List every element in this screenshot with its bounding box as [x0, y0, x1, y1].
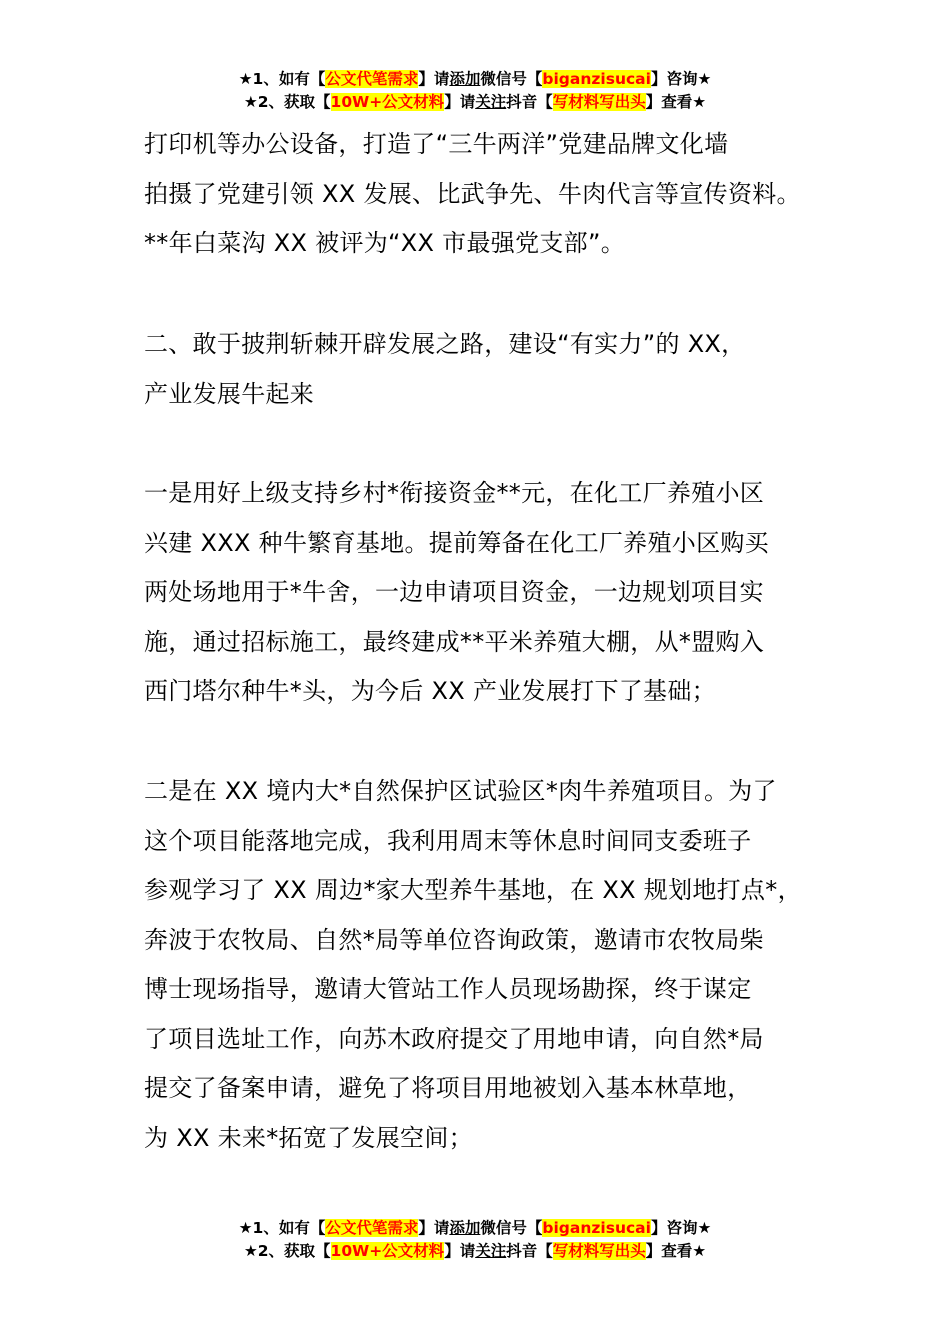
text-line: 打印机等办公设备，打造了“三牛两洋”党建品牌文化墙 [144, 130, 729, 158]
banner-text: 】请 [444, 1242, 476, 1260]
paragraph-2 [144, 469, 824, 717]
banner-highlight: biganzisucai [542, 70, 651, 88]
footer-banner [0, 1217, 950, 1263]
banner-line-1 [0, 68, 950, 91]
text-line: 拍摄了党建引领 XX 发展、比武争先、牛肉代言等宣传资料。 [144, 179, 801, 208]
text-line: 了项目选址工作，向苏木政府提交了用地申请，向自然*局 [144, 1024, 764, 1053]
banner-highlight: 10W+公文材料 [330, 1242, 445, 1260]
banner-text: 抖音【 [506, 1242, 553, 1260]
banner-underline: 添加 [449, 70, 481, 88]
banner-text: 】请 [418, 1219, 450, 1237]
text-line: 二、敢于披荆斩棘开辟发展之路，建设“有实力”的 XX， [144, 330, 746, 358]
text-line: 奔波于农牧局、自然*局等单位咨询政策，邀请市农牧局柴 [144, 925, 764, 954]
paragraph-1 [144, 120, 824, 269]
banner-line-2 [0, 1240, 950, 1263]
banner-text: 】咨询★ [650, 70, 712, 88]
text-line: 这个项目能落地完成，我利用周末等休息时间同支委班子 [144, 826, 752, 855]
banner-highlight: 写材料写出头 [552, 1242, 646, 1260]
banner-text: 】查看★ [645, 93, 707, 111]
banner-text: 】请 [418, 70, 450, 88]
banner-text: 微信号【 [480, 70, 543, 88]
banner-text: ★2、获取【 [243, 93, 331, 111]
text-line: 西门塔尔种牛*头，为今后 XX 产业发展打下了基础； [144, 677, 716, 705]
text-line: 兴建 XXX 种牛繁育基地。提前筹备在化工厂养殖小区购买 [144, 528, 769, 557]
banner-text: 】咨询★ [650, 1219, 712, 1237]
text-line: 参观学习了 XX 周边*家大型养牛基地，在 XX 规划地打点*， [144, 876, 802, 904]
text-line: 施，通过招标施工，最终建成**平米养殖大棚，从*盟购入 [144, 627, 765, 656]
banner-underline: 添加 [449, 1219, 481, 1237]
banner-text: 】查看★ [645, 1242, 707, 1260]
text-line: **年白菜沟 XX 被评为“XX 市最强党支部”。 [144, 229, 626, 257]
text-line: 为 XX 未来*拓宽了发展空间； [144, 1123, 473, 1152]
banner-line-1 [0, 1217, 950, 1240]
text-line: 产业发展牛起来 [144, 379, 315, 408]
banner-text: ★1、如有【 [238, 1219, 326, 1237]
header-banner [0, 68, 950, 114]
banner-text: ★1、如有【 [238, 70, 326, 88]
text-line: 一是用好上级支持乡村*衔接资金**元，在化工厂养殖小区 [144, 479, 765, 507]
section-heading [144, 320, 824, 419]
banner-text: 微信号【 [480, 1219, 543, 1237]
text-line: 两处场地用于*牛舍，一边申请项目资金，一边规划项目实 [144, 578, 764, 606]
banner-text: ★2、获取【 [243, 1242, 331, 1260]
paragraph-3 [144, 767, 824, 1163]
banner-line-2 [0, 91, 950, 114]
banner-underline: 关注 [475, 1242, 507, 1260]
banner-text: 】请 [444, 93, 476, 111]
text-line: 博士现场指导，邀请大管站工作人员现场勘探，终于谋定 [144, 975, 752, 1003]
text-line: 提交了备案申请，避免了将项目用地被划入基本林草地， [144, 1074, 752, 1102]
banner-underline: 关注 [475, 93, 507, 111]
banner-text: 抖音【 [506, 93, 553, 111]
banner-highlight: biganzisucai [542, 1219, 651, 1237]
banner-highlight: 公文代笔需求 [325, 70, 419, 88]
banner-highlight: 写材料写出头 [552, 93, 646, 111]
banner-highlight: 10W+公文材料 [330, 93, 445, 111]
banner-highlight: 公文代笔需求 [325, 1219, 419, 1237]
text-line: 二是在 XX 境内大*自然保护区试验区*肉牛养殖项目。为了 [144, 777, 777, 805]
